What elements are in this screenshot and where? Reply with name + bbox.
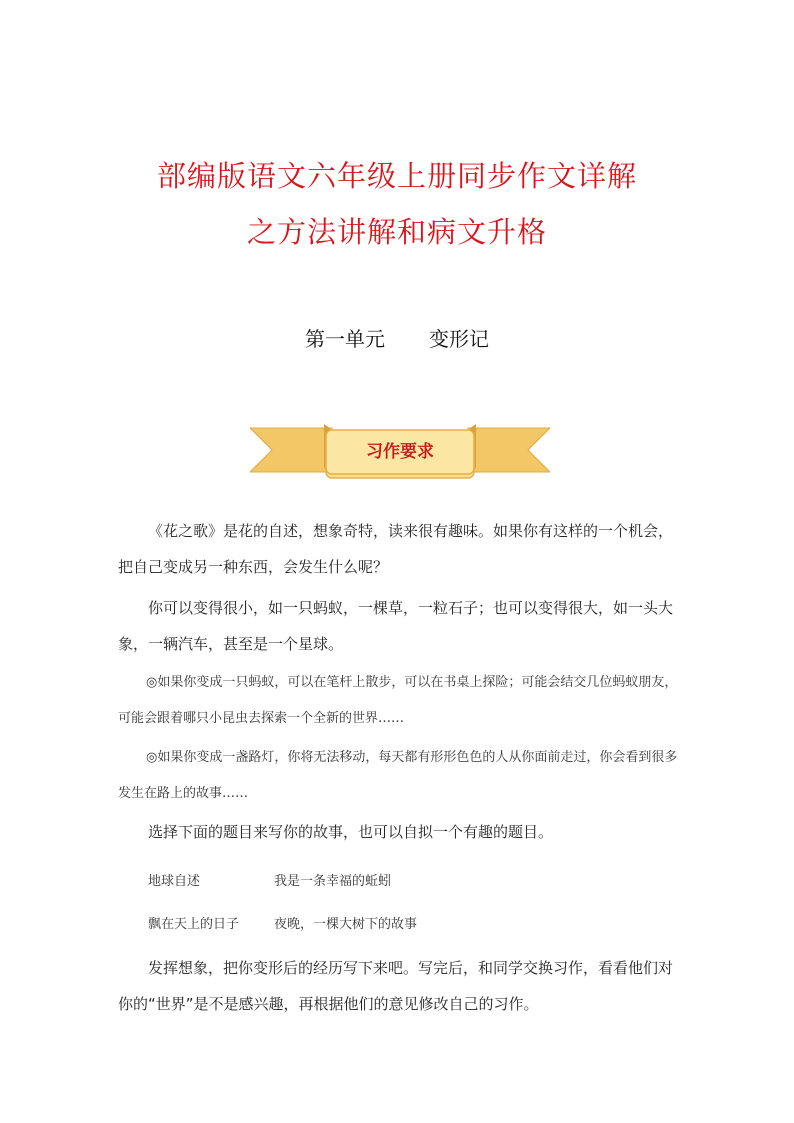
document-title-line-1: 部编版语文六年级上册同步作文详解 — [156, 159, 637, 193]
paragraph-choose-text: 选择下面的题目来写你的故事，也可以自拟一个有趣的题目。 — [148, 823, 554, 841]
topic-item: 飘在天上的日子 — [148, 917, 240, 932]
example-ant-text: ◎如果你变成一只蚂蚁，可以在笔杆上散步，可以在书桌上探险；可能会结交几位蚂蚁朋友，可能会跟着哪只小昆虫去探索一个全新的世界…… — [118, 675, 678, 726]
example-streetlamp-text: ◎如果你变成一盏路灯，你将无法移动，每天都有形形色色的人从你面前走过，你会看到很多发生在路上的故事…… — [118, 750, 678, 801]
topic-item: 地球自述 — [148, 874, 201, 889]
unit-label: 第一单元 — [305, 327, 385, 351]
example-streetlamp — [118, 740, 678, 812]
example-ant — [118, 665, 678, 737]
paragraph-intro — [118, 513, 678, 585]
banner-label: 习作要求 — [366, 442, 434, 462]
paragraph-size — [118, 590, 678, 662]
paragraph-closing-text: 发挥想象，把你变形后的经历写下来吧。写完后，和同学交换习作，看看他们对你的“世界”是不是感兴趣，再根据他们的意见修改自己的习作。 — [118, 959, 674, 1013]
paragraph-size-text: 你可以变得很小，如一只蚂蚁，一棵草，一粒石子；也可以变得很大，如一头大象，一辆汽车，甚至是一个星球。 — [118, 599, 674, 653]
paragraph-choose — [118, 814, 678, 850]
unit-heading — [0, 323, 794, 352]
document-title-line-2: 之方法讲解和病文升格 — [246, 215, 547, 249]
unit-name: 变形记 — [429, 327, 489, 351]
topic-item: 我是一条幸福的蚯蚓 — [274, 874, 392, 889]
paragraph-closing — [118, 950, 678, 1022]
topic-item: 夜晚，一棵大树下的故事 — [274, 917, 418, 932]
paragraph-intro-text: 《花之歌》是花的自述，想象奇特，读来很有趣味。如果你有这样的一个机会，把自己变成另一种东西，会发生什么呢？ — [118, 522, 674, 576]
